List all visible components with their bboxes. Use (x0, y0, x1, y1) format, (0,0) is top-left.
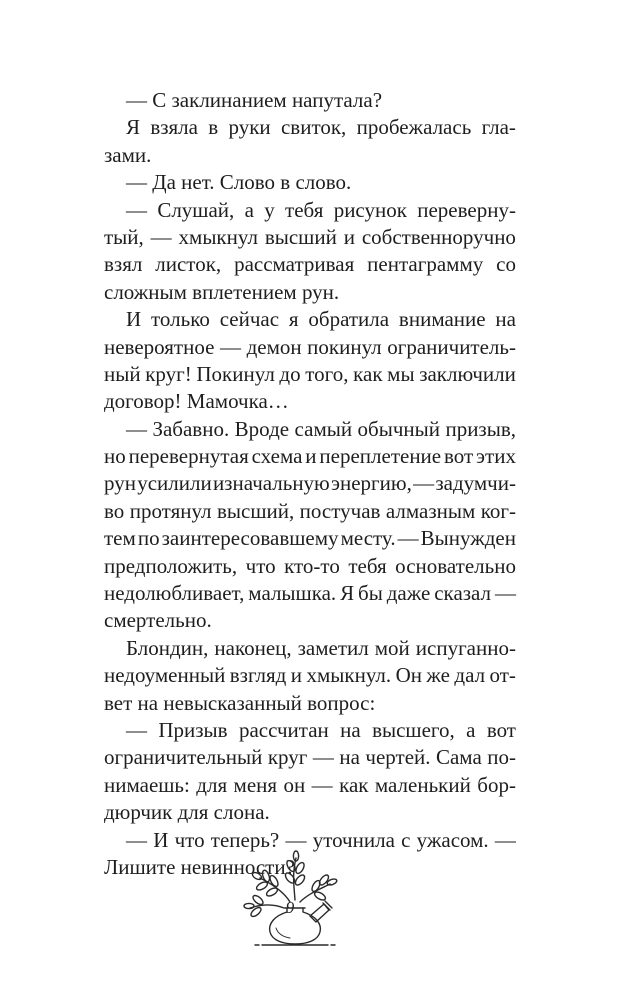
text-word: и (290, 663, 303, 688)
text-word: — (150, 224, 172, 249)
text-word: в (208, 115, 219, 140)
text-word: Он (395, 663, 422, 688)
text-word: взгляд (229, 663, 287, 688)
text-word: — (126, 416, 147, 441)
text-word: на (495, 307, 516, 332)
text-line: дюрчик для слона. (104, 800, 270, 825)
text-word: вот (486, 717, 516, 742)
text-word: на (340, 717, 361, 742)
text-word: испуганно- (415, 635, 516, 660)
text-word: Сама (435, 745, 482, 770)
text-word: обычный (357, 416, 440, 441)
text-word: Я (126, 115, 141, 140)
text-word: высшего, (372, 717, 455, 742)
text-word: во (104, 498, 125, 523)
text-word: взяла (150, 115, 198, 140)
text-word: призыв, (445, 416, 516, 441)
text-word: — (494, 581, 516, 606)
text-word: руки (228, 115, 271, 140)
text-word: нимаешь: (104, 772, 190, 797)
text-word: бы (358, 581, 383, 606)
text-word: высший (264, 224, 337, 249)
text-word: кто-то (284, 553, 340, 578)
text-word: и (343, 224, 355, 249)
text-line (104, 744, 516, 771)
text-word: ужасом. (416, 827, 489, 852)
text-word: только (151, 307, 210, 332)
text-word: уточнила (312, 827, 395, 852)
text-word: дал (454, 663, 486, 688)
text-word: свиток, (280, 115, 347, 140)
text-word: и (305, 444, 317, 469)
text-word: до (279, 361, 301, 386)
text-word: рассматривая (234, 252, 355, 277)
text-word: как (339, 772, 369, 797)
text-word: — (126, 717, 147, 742)
text-line (104, 635, 516, 662)
text-word: мы (387, 361, 415, 386)
text-line (104, 251, 516, 278)
text-word: хмыкнул. (306, 663, 392, 688)
text-word: схема (251, 444, 303, 469)
text-line (104, 553, 516, 580)
text-word: — (312, 745, 334, 770)
text-line (104, 443, 516, 470)
text-word: сказал (434, 581, 492, 606)
text-word: но (104, 444, 126, 469)
text-word: перевернутая (128, 444, 249, 469)
text-word: тый, (104, 224, 144, 249)
text-line: зами. (104, 142, 152, 167)
text-word: заметил (297, 635, 369, 660)
text-word: Покинул (196, 361, 275, 386)
text-line: — Да нет. Слово в слово. (126, 170, 352, 195)
text-line (104, 717, 516, 744)
text-word: а (466, 717, 476, 742)
text-line (104, 306, 516, 333)
text-word: рассчитан (238, 717, 329, 742)
text-word: круг (267, 745, 308, 770)
text-word: недолюбливает, (104, 581, 245, 606)
text-word: задумчи- (435, 471, 516, 496)
text-word: постучав (299, 498, 381, 523)
text-word: рисунок (333, 197, 407, 222)
text-word: — (126, 197, 147, 222)
text-word: — (494, 827, 516, 852)
text-line (104, 361, 516, 388)
text-word: ограничительный (104, 745, 263, 770)
text-word: со (496, 252, 516, 277)
text-line: Лишите невинности? (104, 854, 295, 879)
text-line: договор! Мамочка… (104, 389, 289, 414)
text-word: ограничитель- (387, 334, 516, 359)
text-word: он (283, 772, 306, 797)
text-word: сейчас (219, 307, 280, 332)
text-word: демон (246, 334, 302, 359)
text-word: Призыв (158, 717, 228, 742)
text-word: Я (340, 581, 355, 606)
text-word: от- (489, 663, 516, 688)
text-word: заинтересовавшему (161, 526, 339, 551)
text-word: И (153, 827, 169, 852)
text-word: хмыкнул (178, 224, 258, 249)
text-word: Вроде (234, 416, 290, 441)
text-word: я (288, 307, 299, 332)
text-word: тем (104, 526, 136, 551)
text-word: внимание (398, 307, 486, 332)
text-word: самый (294, 416, 353, 441)
text-word: даже (386, 581, 431, 606)
text-word: месту. (340, 526, 396, 551)
text-word: Вынужден (420, 526, 516, 551)
text-word: высший, (216, 498, 295, 523)
text-word: алмазным (385, 498, 476, 523)
text-word: мой (374, 635, 410, 660)
text-word: Блондин, (126, 635, 209, 660)
text-word: ный (104, 361, 141, 386)
text-word: листок, (155, 252, 222, 277)
text-line: — С заклинанием напутала? (126, 88, 383, 112)
text-line (104, 772, 516, 799)
text-word: обратила (308, 307, 390, 332)
text-line (104, 416, 516, 443)
text-line (104, 662, 516, 689)
text-word: основательно (395, 553, 516, 578)
text-word: наконец, (214, 635, 292, 660)
text-line: сложным вплетением рун. (104, 279, 340, 304)
text-word: переплетение (319, 444, 442, 469)
text-word: меня (233, 772, 278, 797)
text-word: предположить, (104, 553, 238, 578)
text-word: тебя (285, 197, 324, 222)
page-number: 9 (285, 898, 295, 917)
text-word: малышка. (248, 581, 337, 606)
text-word: по (137, 526, 160, 551)
text-word: невероятное (104, 334, 215, 359)
text-word: взял (104, 252, 143, 277)
text-word: того, (305, 361, 349, 386)
text-word: Забавно. (152, 416, 230, 441)
text-word: — (126, 827, 147, 852)
text-word: как (353, 361, 383, 386)
text-word: энергию, (330, 471, 412, 496)
text-word: маленький (374, 772, 471, 797)
text-word: — (311, 772, 333, 797)
text-word: что (245, 553, 276, 578)
text-word: — (413, 471, 435, 496)
text-line (104, 525, 516, 552)
text-word: И (126, 307, 142, 332)
body-text (104, 87, 516, 881)
text-line (104, 580, 516, 607)
text-word: гла- (481, 115, 516, 140)
text-line (104, 334, 516, 361)
text-line (104, 197, 516, 224)
text-line (104, 114, 516, 141)
text-line (104, 224, 516, 251)
text-word: ког- (480, 498, 516, 523)
text-word: недоуменный (104, 663, 226, 688)
text-word: заключили (419, 361, 516, 386)
text-word: пентаграмму (367, 252, 484, 277)
text-line (104, 470, 516, 497)
text-word: круг! (145, 361, 192, 386)
text-word: а (244, 197, 254, 222)
text-word: тебя (348, 553, 387, 578)
text-word: вот (443, 444, 474, 469)
text-word: изначальную (212, 471, 330, 496)
text-line: смертельно. (104, 608, 212, 633)
text-word: покинул (307, 334, 382, 359)
text-word: переверну- (417, 197, 516, 222)
text-word: по- (487, 745, 516, 770)
text-word: с (401, 827, 411, 852)
text-word: — (220, 334, 241, 359)
text-word: что (174, 827, 205, 852)
text-word: на (339, 745, 360, 770)
text-word: рун (104, 471, 136, 496)
text-word: бор- (477, 772, 516, 797)
text-word: же (426, 663, 450, 688)
text-word: у (264, 197, 275, 222)
text-line: вет на невысказанный вопрос: (104, 690, 376, 715)
text-word: — (285, 827, 307, 852)
text-line (104, 498, 516, 525)
text-word: чертей. (365, 745, 431, 770)
text-word: для (196, 772, 228, 797)
text-word: усилили (137, 471, 212, 496)
text-word: собственноручно (361, 224, 516, 249)
text-word: пробежалась (356, 115, 472, 140)
text-word: этих (476, 444, 516, 469)
text-word: — (397, 526, 419, 551)
text-word: протянул (129, 498, 212, 523)
text-word: теперь? (210, 827, 280, 852)
text-word: Слушай, (157, 197, 235, 222)
